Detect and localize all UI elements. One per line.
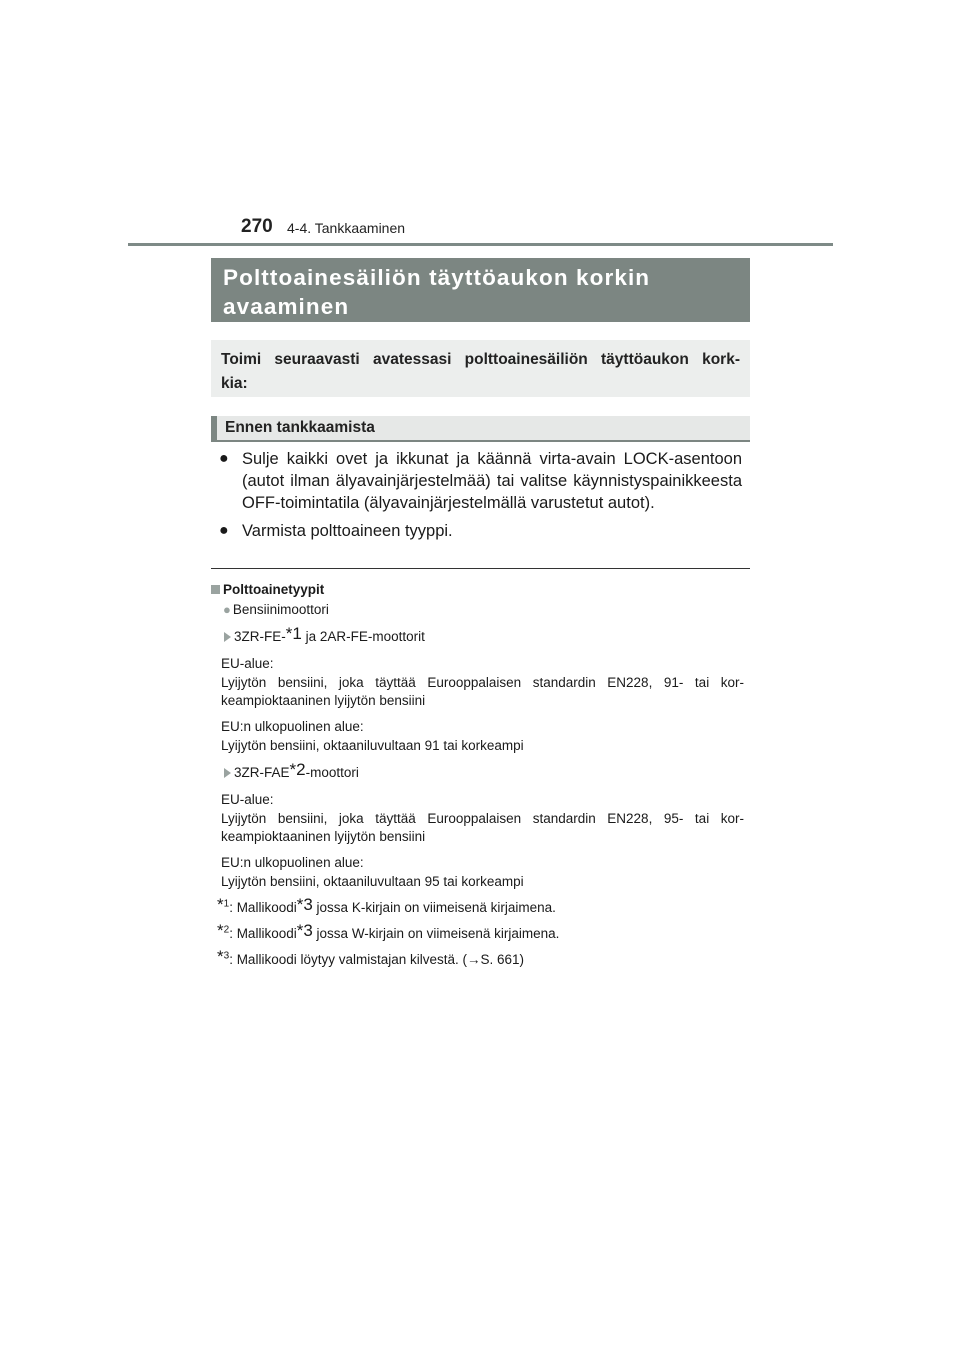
intro-line1: Toimi seuraavasti avatessasi polttoainesäiliön täyttöaukon kork- bbox=[221, 351, 740, 368]
footnote-star: * bbox=[217, 947, 224, 966]
engine1-eu-block bbox=[221, 655, 744, 711]
triangle-bullet-icon bbox=[224, 632, 231, 642]
engine2-eu-block bbox=[221, 791, 744, 847]
region-label: EU:n ulkopuolinen alue: bbox=[221, 719, 364, 734]
intro-box bbox=[211, 340, 750, 397]
footnote-text: jossa W-kirjain on viimeisenä kirjaimena. bbox=[312, 926, 560, 941]
engine-type-text: Bensiinimoottori bbox=[232, 602, 329, 617]
region-label: EU:n ulkopuolinen alue: bbox=[221, 855, 364, 870]
footnote-text: : Mallikoodi löytyy valmistajan kilvestä. (→S. 661) bbox=[229, 952, 525, 967]
fuel-text: keampioktaaninen lyijytön bensiini bbox=[221, 829, 426, 844]
footnote-ref: *1 bbox=[285, 624, 302, 643]
subheading: Ennen tankkaamista bbox=[211, 416, 750, 442]
engine2-name: 3ZR-FAE bbox=[234, 765, 290, 780]
region-label: EU-alue: bbox=[221, 656, 274, 671]
footnote-star: * bbox=[217, 921, 224, 940]
engine1-suffix: ja 2AR-FE-moottorit bbox=[301, 629, 425, 644]
footnote-number: 3 bbox=[223, 950, 230, 962]
footnote-ref: *3 bbox=[296, 921, 313, 940]
region-label: EU-alue: bbox=[221, 792, 274, 807]
engine1-noneu-block bbox=[221, 718, 744, 755]
fuel-text: Lyijytön bensiini, oktaaniluvultaan 95 tai korkeampi bbox=[221, 873, 524, 889]
section-title: 4-4. Tankkaaminen bbox=[287, 220, 406, 236]
footnote-ref: *3 bbox=[296, 895, 313, 914]
engine1-name: 3ZR-FE- bbox=[234, 629, 286, 644]
bullet-text: Varmista polttoaineen tyyppi. bbox=[242, 522, 453, 540]
page-number: 270 bbox=[241, 216, 273, 237]
page-title bbox=[211, 258, 750, 322]
intro-line2: kia: bbox=[221, 375, 248, 392]
bullet-line: OFF-toimintatila (älyavainjärjestelmällä varustetut autot). bbox=[242, 494, 655, 512]
bullet-text bbox=[242, 448, 742, 514]
fuel-text: Lyijytön bensiini, joka täyttää Eurooppalaisen standardin EN228, 95- tai kor- bbox=[221, 810, 744, 826]
footnote-number: 2 bbox=[223, 924, 230, 936]
footnote bbox=[217, 921, 560, 943]
footnote bbox=[217, 947, 525, 969]
footnote-text: jossa K-kirjain on viimeisenä kirjaimena. bbox=[312, 900, 556, 915]
footnote-number: 1 bbox=[223, 898, 230, 910]
fuel-text: Lyijytön bensiini, joka täyttää Eurooppalaisen standardin EN228, 91- tai kor- bbox=[221, 674, 744, 690]
square-bullet-icon bbox=[211, 585, 220, 594]
bullet-dot-icon: ● bbox=[219, 450, 229, 467]
bullet-line: (autot ilman älyavainjärjestelmää) tai valitse käynnistyspainikkeesta bbox=[242, 472, 742, 490]
page-title-line1: Polttoainesäiliön täyttöaukon korkin bbox=[223, 265, 651, 290]
fuel-text: Lyijytön bensiini, oktaaniluvultaan 91 tai korkeampi bbox=[221, 737, 524, 753]
footnote bbox=[217, 895, 556, 917]
page-header bbox=[241, 216, 833, 246]
circle-bullet-icon: ● bbox=[223, 602, 231, 617]
footnote-ref: *2 bbox=[289, 760, 306, 779]
header-rule bbox=[128, 243, 833, 246]
engine2-heading bbox=[224, 760, 359, 782]
bullet-line: Sulje kaikki ovet ja ikkunat ja käännä virta-avain LOCK-asentoon bbox=[242, 450, 742, 468]
bullet-item bbox=[219, 520, 749, 544]
engine2-noneu-block bbox=[221, 854, 744, 891]
footnote-text: : Mallikoodi bbox=[229, 900, 297, 915]
bullet-item bbox=[219, 448, 749, 518]
engine-type bbox=[223, 601, 329, 619]
bullet-dot-icon: ● bbox=[219, 522, 229, 539]
fuel-text: keampioktaaninen lyijytön bensiini bbox=[221, 693, 426, 708]
fuel-heading-text: Polttoainetyypit bbox=[223, 582, 325, 597]
page-title-line2: avaaminen bbox=[223, 294, 350, 319]
divider bbox=[211, 568, 750, 569]
footnote-text: : Mallikoodi bbox=[229, 926, 297, 941]
engine1-heading bbox=[224, 624, 425, 646]
footnote-star: * bbox=[217, 895, 224, 914]
triangle-bullet-icon bbox=[224, 768, 231, 778]
engine2-suffix: -moottori bbox=[305, 765, 359, 780]
fuel-heading bbox=[211, 581, 324, 599]
